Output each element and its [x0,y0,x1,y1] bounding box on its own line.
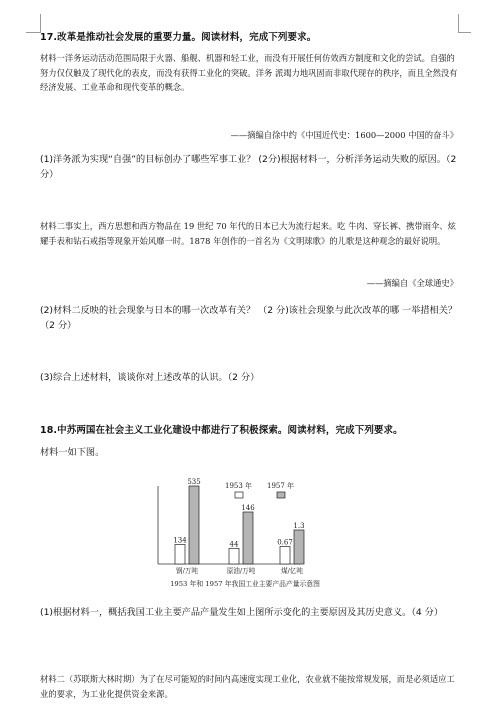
q18-material2: 材料二（苏联斯大林时期）为了在尽可能短的时间内高速度实现工业化，农业就不能按常规发展，而是必须适应工业的要求，为工业化提供资金来源。 [40,674,455,699]
q17-material2-source: ——摘编自《全球通史》 [366,278,458,288]
q17-material1-source: ——摘编自徐中约《中国近代史：1600—2000 中国的奋斗》 [230,130,458,140]
data-label-1953-1: 44 [229,540,239,549]
legend-label-1: 1957 年 [267,482,295,490]
q17-title: 17.改革是推动社会发展的重要力量。阅读材料，完成下列要求。 [40,32,317,43]
data-label-1957-2: 1.3 [293,522,305,530]
crop-mark-top-left [26,14,41,33]
bar-1957-1 [243,512,253,564]
bar-1953-2 [280,546,290,564]
chart-title: 1953 年和 1957 年我国工业主要产品产量示意图 [170,580,320,588]
data-label-1953-2: 0.67 [277,538,293,547]
q18-title: 18.中苏两国在社会主义工业化建设中都进行了积极探索。阅读材料，完成下列要求。 [40,425,403,436]
q17-sub2: (2)材料二反映的社会现象与日本的哪一次改革有关？ （2 分)该社会现象与此次改革的哪 一举措相关？（2 分） [40,305,458,331]
legend-swatch-1 [277,492,285,498]
q18-sub1: (1)根据材料一，概括我国工业主要产品产量发生如上图所示变化的主要原因及其历史意义。（4 分） [40,607,444,618]
category-label-0: 钢/万吨 [175,567,199,575]
data-label-1953-0: 134 [173,536,187,545]
q17-sub1: (1)洋务派为实现“自强”的目标创办了哪些军事工业？ (2分)根据材料一，分析洋务运动失败的原因。（2 分） [40,154,457,180]
q18-material1-intro: 材料一如下图。 [40,447,105,458]
bar-1957-0 [189,486,199,564]
bar-1953-0 [175,544,185,564]
data-label-1957-1: 146 [241,504,255,512]
category-label-2: 煤/亿吨 [280,567,304,575]
bar-1953-1 [229,548,239,564]
legend-label-0: 1953 年 [225,482,253,490]
production-bar-chart [150,478,340,593]
q17-material1: 材料一洋务运动活动范围局限于火器、船舰、机器和轻工业，而没有开展任何仿效西方制度和文化的尝试。自强的努力仅仅触及了现代化的表皮，而没有获得工业化的突破。洋务 派竭力地巩固而非取代现存的秩序，而且全然没有经济发展、工业革命和现代变革的概念。 [40,53,458,93]
bar-1957-2 [294,530,304,564]
legend-swatch-0 [235,492,243,498]
q17-material2: 材料二事实上，西方思想和西方物品在 19 世纪 70 年代的日本已大为流行起来。吃 牛肉、穿长裤、携带雨伞、炫耀手表和钻石戒指等现象开始风靡一时。1878 年创作的一首名为《文明球歌》的儿歌是这种观念的最好说明。 [40,221,456,246]
data-label-1957-0: 535 [187,478,201,486]
category-label-1: 原油/万吨 [226,567,256,575]
q17-sub3: (3)综合上述材料，谈谈你对上述改革的认识。（2 分） [40,372,260,383]
